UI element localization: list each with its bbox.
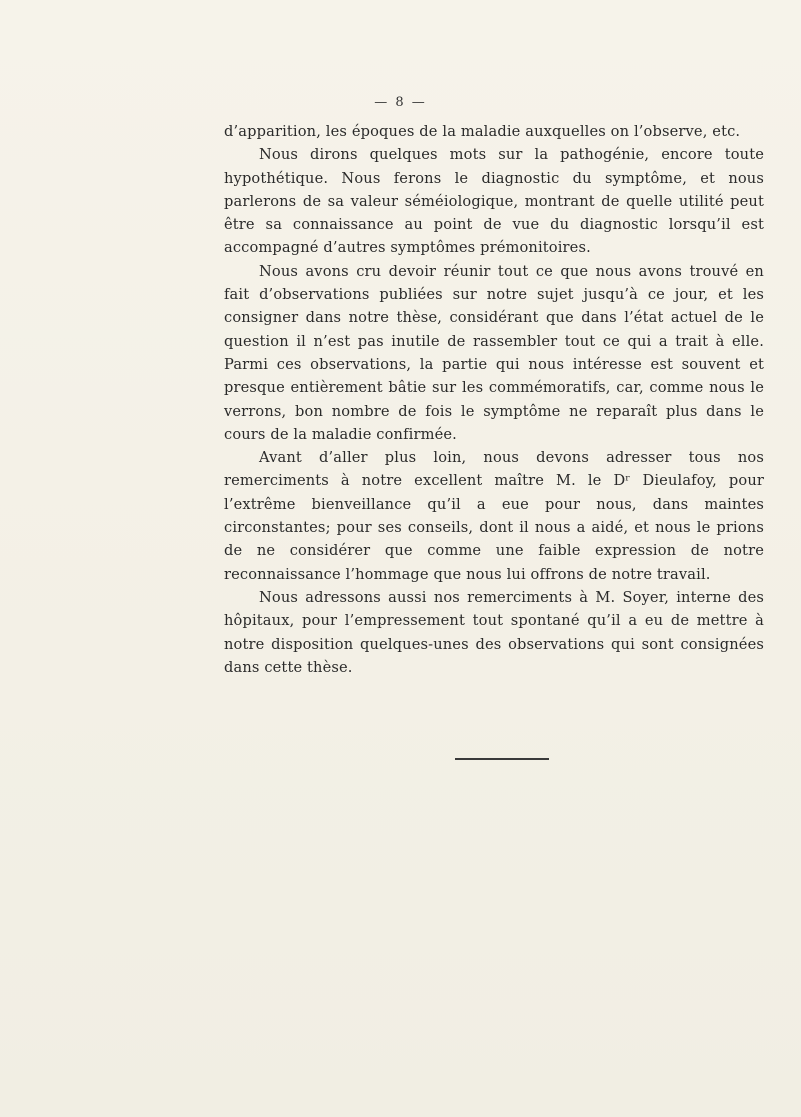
paragraph-1: d’apparition, les époques de la maladie auxquelles on l’observe, etc. — [224, 123, 741, 140]
paragraph-4: Avant d’aller plus loin, nous devons adresser tous nos remerciments à notre excellent maître M. le Dʳ Dieulafoy, pour l’extrême bienveillance qu’il a eue pour nous, dans maintes circonstantes; pour ses conseils, dont il nous a aidé, et nous le prions de ne considérer que comme une faible expression de notre reconnaissance l’hommage que nous lui offrons de notre travail. — [224, 449, 764, 583]
paragraph-3: Nous avons cru devoir réunir tout ce que nous avons trouvé en fait d’observations publiées sur notre sujet jusqu’à ce jour, et les consigner dans notre thèse, considérant que dans l’état actuel de le question il n’est pas inutile de rassembler tout ce qui a trait à elle. Parmi ces observations, la partie qui nous intéresse est souvent et presque entièrement bâtie sur les commémoratifs, car, comme nous le verrons, bon nombre de fois le symptôme ne reparaît plus dans le cours de la maladie confirmée. — [224, 262, 764, 443]
body-text — [224, 120, 764, 679]
paragraph-5: Nous adressons aussi nos remerciments à M. Soyer, interne des hôpitaux, pour l’empressement tout spontané qu’il a eu de mettre à notre disposition quelques-unes des observations qui sont consignées dans cette thèse. — [224, 588, 764, 676]
page-number: — 8 — — [374, 95, 427, 110]
section-divider — [455, 758, 549, 760]
paragraph-2: Nous dirons quelques mots sur la pathogénie, encore toute hypothétique. Nous ferons le diagnostic du symptôme, et nous parlerons de sa valeur séméiologique, montrant de quelle utilité peut être sa connaissance au point de vue du diagnostic lorsqu’il est accompagné d’autres symptômes prémonitoires. — [224, 146, 764, 257]
